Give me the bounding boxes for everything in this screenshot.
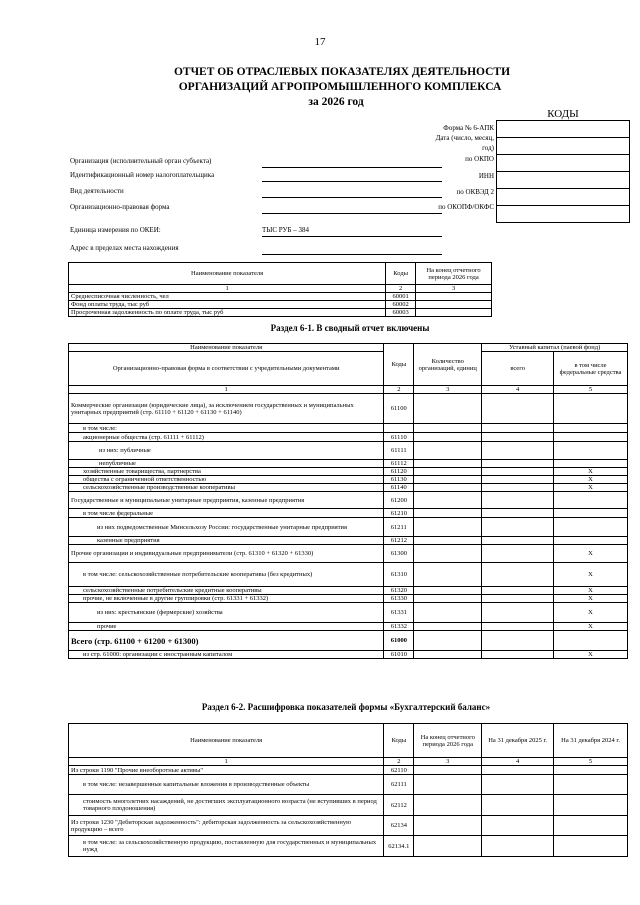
value-cell[interactable] — [414, 816, 482, 836]
code-cell-okved[interactable] — [497, 189, 629, 206]
row-x: X — [554, 623, 628, 631]
row-code: 60001 — [386, 293, 416, 301]
row-code: 62111 — [384, 775, 414, 795]
codes-label-inn: ИНН — [478, 172, 494, 180]
table-row — [69, 433, 628, 442]
label-inn: Идентификационный номер налогоплательщика — [70, 171, 215, 179]
inn-field[interactable] — [262, 180, 442, 182]
table-row — [69, 545, 628, 563]
value-cell[interactable] — [482, 476, 554, 484]
row-code: 61130 — [384, 476, 414, 484]
table-row — [69, 563, 628, 587]
value-cell[interactable] — [482, 442, 554, 460]
table-row — [69, 518, 628, 537]
legal-form-field[interactable] — [262, 212, 442, 214]
table-row — [69, 301, 492, 309]
value-cell[interactable] — [482, 509, 554, 518]
value-cell[interactable] — [482, 518, 554, 537]
activity-field[interactable] — [262, 196, 442, 198]
value-cell[interactable] — [482, 603, 554, 623]
row-name: сельскохозяйственные потребительские кредитные кооперативы — [69, 587, 384, 595]
table-row — [69, 394, 628, 424]
table-row — [69, 587, 628, 595]
row-code: 61310 — [384, 563, 414, 587]
label-organization: Организация (исполнительный орган субъекта) — [70, 157, 212, 165]
row-name: из стр. 61000: организации с иностранным капиталом — [69, 651, 384, 659]
row-name: из них: крестьянские (фермерские) хозяйства — [69, 603, 384, 623]
row-x[interactable] — [554, 631, 628, 651]
table-row — [69, 476, 628, 484]
value-cell[interactable] — [414, 518, 482, 537]
row-name: общества с ограниченной ответственностью — [69, 476, 384, 484]
row-x: X — [554, 468, 628, 476]
value-cell[interactable] — [482, 816, 554, 836]
row-name: Из строки 1190 "Прочие внеоборотные активы" — [69, 766, 384, 775]
value-cell[interactable] — [414, 631, 482, 651]
table-row — [69, 631, 628, 651]
row-name: прочие — [69, 623, 384, 631]
unit-value: ТЫС РУБ – 384 — [262, 226, 309, 234]
organizations-table — [68, 343, 628, 659]
row-name: казенные предприятия — [69, 537, 384, 545]
value-cell[interactable] — [554, 766, 628, 775]
value-cell[interactable] — [414, 836, 482, 857]
code-cell-date[interactable] — [497, 138, 629, 155]
row-x: X — [554, 484, 628, 492]
row-code: 61100 — [384, 394, 414, 424]
table-row — [69, 836, 628, 857]
t1-header-name: Наименование показателя — [69, 263, 386, 285]
value-cell[interactable] — [416, 293, 492, 301]
row-name: Среднесписочная численность, чел — [69, 293, 386, 301]
t2-header-name-top: Наименование показателя — [69, 344, 384, 352]
row-name: Прочие организации и индивидуальные предприниматели (стр. 61310 + 61320 + 61330) — [69, 545, 384, 563]
row-x[interactable] — [554, 492, 628, 509]
row-name: в том числе: — [69, 424, 384, 433]
table-row — [69, 293, 492, 301]
t2-header-total: всего — [482, 352, 554, 386]
value-cell[interactable] — [482, 775, 554, 795]
table-row — [69, 492, 628, 509]
code-cell-inn[interactable] — [497, 172, 629, 189]
value-cell[interactable] — [414, 484, 482, 492]
value-cell[interactable] — [414, 476, 482, 484]
value-cell[interactable] — [554, 775, 628, 795]
t3-num: 3 — [414, 758, 482, 766]
table-row — [69, 775, 628, 795]
code-cell-form[interactable] — [497, 121, 629, 138]
t1-header-value: На конец отчетного периода 2026 года — [416, 263, 492, 285]
row-name: акционерные общества (стр. 61111 + 61112) — [69, 433, 384, 442]
table-row — [69, 484, 628, 492]
table-row — [69, 795, 628, 816]
t3-num: 1 — [69, 758, 384, 766]
value-cell[interactable] — [482, 587, 554, 595]
value-cell[interactable] — [416, 309, 492, 317]
staff-table — [68, 262, 492, 317]
codes-label-okopf: по ОКОПФ/ОКФС — [438, 203, 494, 211]
code-cell-okopf[interactable] — [497, 206, 629, 222]
value-cell[interactable] — [414, 563, 482, 587]
row-x — [554, 424, 628, 433]
value-cell[interactable] — [482, 631, 554, 651]
value-cell[interactable] — [414, 442, 482, 460]
value-cell[interactable] — [482, 595, 554, 603]
value-cell[interactable] — [414, 623, 482, 631]
row-code: 61332 — [384, 623, 414, 631]
t3-header-2025: На 31 декабря 2025 г. — [482, 724, 554, 758]
row-name: Из строки 1230 "Дебиторская задолженность": дебиторская задолженность за сельскохозяйственную продукцию – всего — [69, 816, 384, 836]
row-x: X — [554, 595, 628, 603]
label-address: Адрес в пределах места нахождения — [70, 244, 179, 252]
value-cell[interactable] — [482, 460, 554, 468]
row-name: из них подведомственные Минсельхозу России: государственные унитарные предприятия — [69, 518, 384, 537]
report-title-line2: ОРГАНИЗАЦИЙ АГРОПРОМЫШЛЕННОГО КОМПЛЕКСА — [178, 81, 502, 93]
value-cell[interactable] — [416, 301, 492, 309]
t2-num: 3 — [414, 386, 482, 394]
t2-num: 4 — [482, 386, 554, 394]
value-cell[interactable] — [414, 766, 482, 775]
row-name: из них: публичные — [69, 442, 384, 460]
t3-num: 5 — [554, 758, 628, 766]
value-cell[interactable] — [482, 537, 554, 545]
value-cell[interactable] — [482, 484, 554, 492]
codes-label-date1: Дата (число, месяц, — [435, 134, 494, 142]
table-row — [69, 309, 492, 317]
label-unit: Единица измерения по ОКЕИ: — [70, 226, 161, 234]
value-cell[interactable] — [482, 795, 554, 816]
value-cell[interactable] — [414, 460, 482, 468]
unit-line — [262, 235, 442, 237]
section-6-1-title: Раздел 6-1. В сводный отчет включены — [270, 323, 430, 333]
t3-header-name: Наименование показателя — [69, 724, 384, 758]
value-cell[interactable] — [482, 545, 554, 563]
section-6-2-title: Раздел 6-2. Расшифровка показателей формы «Бухгалтерский баланс» — [201, 702, 491, 712]
balance-table — [68, 723, 628, 857]
value-cell[interactable] — [482, 766, 554, 775]
row-name: прочие, не включенные в другие группировки (стр. 61331 + 61332) — [69, 595, 384, 603]
row-code: 61140 — [384, 484, 414, 492]
value-cell[interactable] — [414, 587, 482, 595]
row-name: Коммерческие организации (юридические лица), за исключением государственных и муниципальных унитарных предприятий (стр. 61110 + 61120 + 61130 + 61140) — [69, 394, 384, 424]
value-cell[interactable] — [414, 603, 482, 623]
t2-num: 2 — [384, 386, 414, 394]
t1-num: 1 — [69, 285, 386, 293]
codes-header: КОДЫ — [547, 108, 579, 120]
t1-num: 3 — [416, 285, 492, 293]
row-code: 60002 — [386, 301, 416, 309]
value-cell[interactable] — [554, 836, 628, 857]
codes-label-okpo: по ОКПО — [465, 155, 494, 163]
value-cell[interactable] — [414, 651, 482, 659]
value-cell[interactable] — [554, 816, 628, 836]
row-code: 62112 — [384, 795, 414, 816]
code-cell-okpo[interactable] — [497, 155, 629, 172]
row-code: 61111 — [384, 442, 414, 460]
t1-num: 2 — [386, 285, 416, 293]
address-field[interactable] — [262, 253, 442, 255]
row-x[interactable] — [554, 394, 628, 424]
value-cell[interactable] — [482, 394, 554, 424]
row-code: 61110 — [384, 433, 414, 442]
row-name: в том числе: незавершенные капитальные вложения в производственные объекты — [69, 775, 384, 795]
value-cell[interactable] — [482, 836, 554, 857]
value-cell[interactable] — [414, 545, 482, 563]
row-code: 61000 — [384, 631, 414, 651]
row-name: Фонд оплаты труда, тыс руб — [69, 301, 386, 309]
t3-header-current: На конец отчетного периода 2026 года — [414, 724, 482, 758]
row-x: X — [554, 651, 628, 659]
report-title-line1: ОТЧЕТ ОБ ОТРАСЛЕВЫХ ПОКАЗАТЕЛЯХ ДЕЯТЕЛЬНОСТИ — [173, 66, 511, 78]
value-cell[interactable] — [414, 468, 482, 476]
row-code: 61112 — [384, 460, 414, 468]
row-x[interactable] — [554, 537, 628, 545]
value-cell[interactable] — [554, 795, 628, 816]
table-row — [69, 442, 628, 460]
value-cell[interactable] — [482, 468, 554, 476]
row-code: 61212 — [384, 537, 414, 545]
row-name: в том числе федеральные — [69, 509, 384, 518]
row-x[interactable] — [554, 460, 628, 468]
row-name: в том числе: за сельскохозяйственную продукцию, поставленную для государственных и муниципальных нужд — [69, 836, 384, 857]
table-row — [69, 603, 628, 623]
row-name: хозяйственные товарищества, партнерства — [69, 468, 384, 476]
value-cell[interactable] — [414, 795, 482, 816]
table-row — [69, 424, 628, 433]
table-row — [69, 651, 628, 659]
row-code: 61320 — [384, 587, 414, 595]
row-name: сельскохозяйственные производственные кооперативы — [69, 484, 384, 492]
row-x[interactable] — [554, 509, 628, 518]
row-x: X — [554, 587, 628, 595]
row-code: 62134 — [384, 816, 414, 836]
t3-num: 2 — [384, 758, 414, 766]
t2-num: 5 — [554, 386, 628, 394]
row-name: стоимость многолетних насаждений, не достигших эксплуатационного возраста (не вступивших в период товарного плодоношения) — [69, 795, 384, 816]
table-row — [69, 537, 628, 545]
row-code: 61010 — [384, 651, 414, 659]
t2-num: 1 — [69, 386, 384, 394]
value-cell[interactable] — [414, 595, 482, 603]
value-cell[interactable] — [414, 775, 482, 795]
table-row — [69, 595, 628, 603]
codes-label-form: Форма № 6-АПК — [443, 124, 494, 132]
value-cell[interactable] — [482, 623, 554, 631]
row-code: 62134.1 — [384, 836, 414, 857]
table-row — [69, 509, 628, 518]
row-code: 61200 — [384, 492, 414, 509]
table-row — [69, 623, 628, 631]
row-code: 60003 — [386, 309, 416, 317]
row-code: 61120 — [384, 468, 414, 476]
value-cell[interactable] — [482, 651, 554, 659]
row-code: 61211 — [384, 518, 414, 537]
row-name: непубличные — [69, 460, 384, 468]
report-period: за 2026 год — [308, 96, 364, 108]
row-x: X — [554, 603, 628, 623]
table-row — [69, 460, 628, 468]
t2-header-federal: в том числе федеральные средства — [554, 352, 628, 386]
organization-field[interactable] — [262, 166, 442, 168]
t2-header-name: Организационно-правовая форма в соответствии с учредительными документами — [69, 352, 384, 386]
row-code: 61330 — [384, 595, 414, 603]
row-code: 61300 — [384, 545, 414, 563]
value-cell[interactable] — [482, 433, 554, 442]
row-x[interactable] — [554, 442, 628, 460]
table-row — [69, 816, 628, 836]
row-code: 62110 — [384, 766, 414, 775]
value-cell[interactable] — [414, 394, 482, 424]
row-code: 61331 — [384, 603, 414, 623]
row-x: X — [554, 563, 628, 587]
row-x: X — [554, 476, 628, 484]
table-row — [69, 468, 628, 476]
row-code: 61210 — [384, 509, 414, 518]
codes-label-date2: год) — [482, 144, 494, 152]
t3-header-code: Коды — [384, 724, 414, 758]
value-cell[interactable] — [414, 492, 482, 509]
codes-box — [496, 120, 630, 223]
label-activity: Вид деятельности — [70, 187, 124, 195]
t2-header-capital: Уставный капитал (паевой фонд) — [482, 344, 628, 352]
t3-num: 4 — [482, 758, 554, 766]
value-cell[interactable] — [482, 563, 554, 587]
row-name: Просроченная задолженность по оплате труда, тыс руб — [69, 309, 386, 317]
table-row — [69, 766, 628, 775]
row-x: X — [554, 545, 628, 563]
t2-header-count: Количество организаций, единиц — [414, 344, 482, 386]
row-x[interactable] — [554, 518, 628, 537]
value-cell[interactable] — [414, 509, 482, 518]
value-cell[interactable] — [482, 492, 554, 509]
row-name: в том числе: сельскохозяйственные потребительские кооперативы (без кредитных) — [69, 563, 384, 587]
value-cell[interactable] — [414, 537, 482, 545]
row-name: Государственные и муниципальные унитарные предприятия, казенные предприятия — [69, 492, 384, 509]
row-x[interactable] — [554, 433, 628, 442]
t1-header-code: Коды — [386, 263, 416, 285]
t3-header-2024: На 31 декабря 2024 г. — [554, 724, 628, 758]
codes-label-okved: по ОКВЭД 2 — [456, 188, 494, 196]
t2-header-code: Коды — [384, 344, 414, 386]
page-number: 17 — [314, 36, 326, 48]
label-legal-form: Организационно-правовая форма — [70, 203, 170, 211]
value-cell[interactable] — [414, 433, 482, 442]
row-name-total: Всего (стр. 61100 + 61200 + 61300) — [69, 631, 384, 651]
row-code — [384, 424, 414, 433]
